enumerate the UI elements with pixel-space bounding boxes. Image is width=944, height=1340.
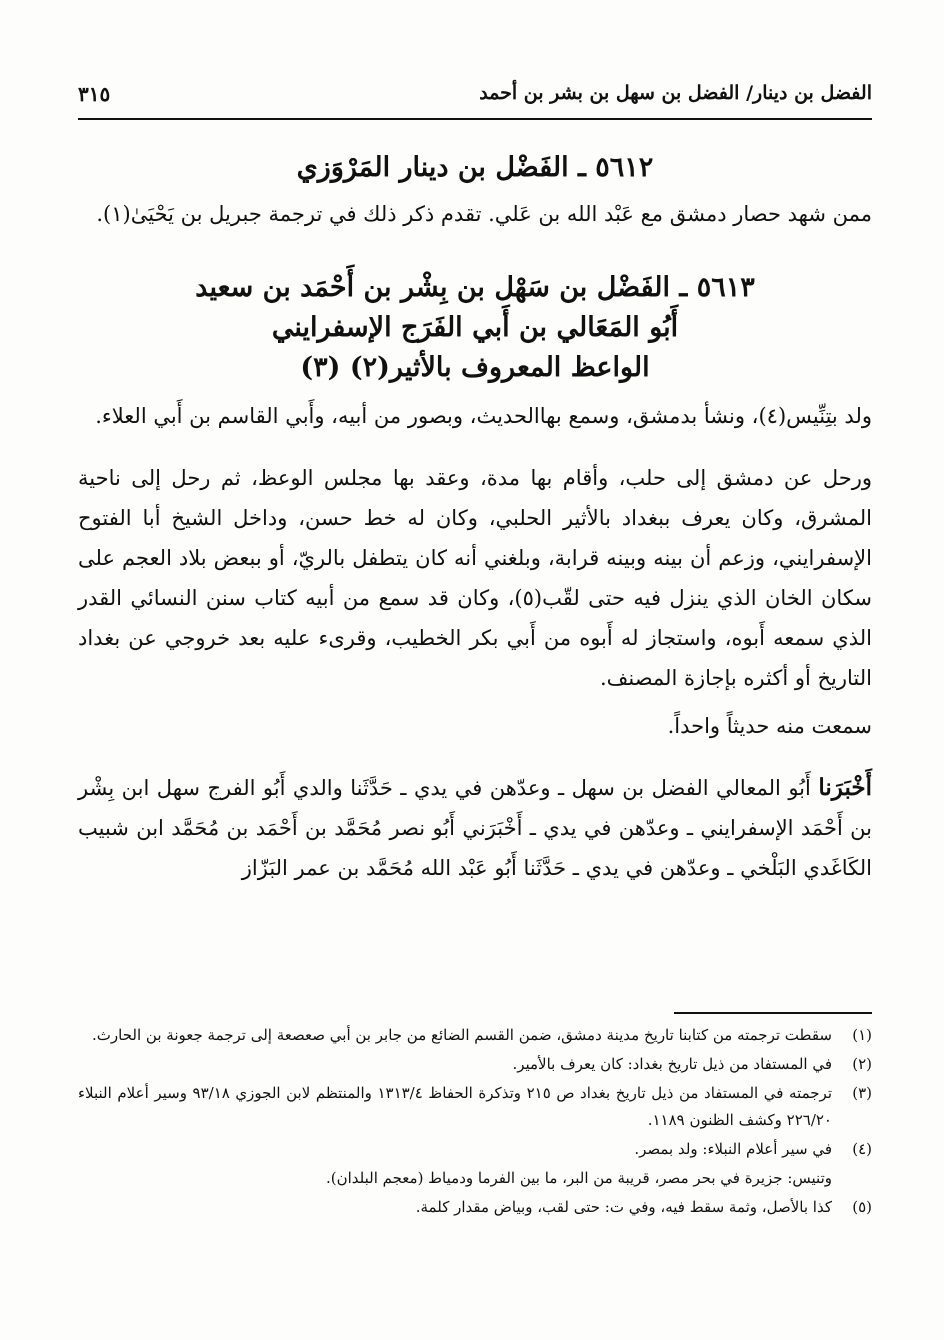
isnad-lead: أَخْبَرَنا	[818, 774, 872, 801]
main-text	[78, 148, 872, 888]
footnote-number: (٤)	[852, 1140, 872, 1158]
footnote-text: كذا بالأصل، وثمة سقط فيه، وفي ت: حتى لقب، وبياض مقدار كلمة.	[415, 1198, 832, 1216]
footnotes	[78, 1022, 872, 1223]
footnote	[78, 1194, 872, 1221]
footnote	[78, 1136, 872, 1163]
isnad-paragraph	[78, 768, 872, 888]
running-title: الفضل بن دينار/ الفضل بن سهل بن بشر بن أحمد	[479, 82, 872, 104]
footnote-text: ترجمته في المستفاد من ذيل تاريخ بغداد ص ٢١٥ وتذكرة الحفاظ ١٣١٣/٤ والمنتظم لابن الجوزي ٩٣/١٨ وسير أعلام النبلاء ٢٢٦/٢٠ وكشف الظنون ١١٨٩.	[78, 1084, 833, 1129]
footnote-number	[832, 1165, 872, 1192]
entry-5612-text: ممن شهد حصار دمشق مع عَبْد الله بن عَلي. تقدم ذكر ذلك في ترجمة جبريل بن يَحْيَىٰ(١).	[96, 202, 872, 226]
running-header	[78, 78, 872, 120]
footnote-number: (١)	[852, 1026, 872, 1044]
footnote-number: (٥)	[852, 1198, 872, 1216]
entry-5613-heading-line3: الواعظ المعروف بالأثير(٢) (٣)	[300, 352, 650, 383]
entry-5613-heading-line1: ٥٦١٣ ـ الفَضْل بن سَهْل بن بِشْر بن أَحْمَد بن سعيد	[195, 272, 755, 303]
isnad-text: أَبُو المعالي الفضل بن سهل ـ وعدّهن في يدي ـ حَدَّثَنا والدي أَبُو الفرج سهل ابن بِشْر بن أَحْمَد الإسفرايني ـ وعدّهن في يدي ـ أَخْبَرَني أَبُو نصر مُحَمَّد بن أَحْمَد بن مُحَمَّد ابن شبيب الكَاغَدي البَلْخي ـ وعدّهن في يدي ـ حَدَّثَنا أَبُو عَبْد الله مُحَمَّد بن عمر البَزّاز	[78, 776, 872, 880]
footnote	[78, 1022, 872, 1049]
entry-5613-heading-line2: أَبُو المَعَالي بن أَبي الفَرَج الإسفرايني	[271, 312, 679, 343]
footnote-text: سقطت ترجمته من كتابنا تاريخ مدينة دمشق، ضمن القسم الضائع من جابر بن أبي صعصعة إلى ترجمة جعونة بن الحارث.	[92, 1026, 832, 1044]
footnote	[78, 1165, 872, 1192]
footnote-text: في المستفاد من ذيل تاريخ بغداد: كان يعرف بالأمير.	[512, 1055, 832, 1073]
footnote-number: (٣)	[852, 1084, 872, 1102]
entry-5612-heading: ٥٦١٢ ـ الفَضْل بن دينار المَرْوَزي	[296, 152, 654, 183]
footnote-text: وتنيس: جزيرة في بحر مصر، قريبة من البر، ما بين الفرما ودمياط (معجم البلدان).	[325, 1169, 832, 1187]
paragraph-birth: ولد بتِنِّيس(٤)، ونشأ بدمشق، وسمع بهاالحديث، وبصور من أبيه، وأَبي القاسم بن أَبي العلاء.	[95, 404, 872, 428]
paragraph-heard: سمعت منه حديثاً واحداً.	[667, 714, 872, 738]
page-number: ٣١٥	[78, 82, 111, 106]
footnote	[78, 1051, 872, 1078]
footnote-number: (٢)	[852, 1055, 872, 1073]
paragraph-travels: ورحل عن دمشق إلى حلب، وأقام بها مدة، وعقد بها مجلس الوعظ، ثم رحل إلى ناحية المشرق، وكان يعرف ببغداد بالأثير الحلبي، وكان له خط حسن، وداخل الشيخ أبا الفتوح الإسفرايني، وزعم أن بينه وبينه قرابة، وبلغني أنه كان يتطفل بالريّ، أو ببعض بلاد العجم على سكان الخان الذي ينزل فيه حتى لقّب(٥)، وكان قد سمع من أبيه كتاب سنن النسائي القدر الذي سمعه أَبوه، واستجاز له أَبوه من أَبي بكر الخطيب، وقرىء عليه بعد خروجي عن بغداد التاريخ أو أكثره بإجازة المصنف.	[78, 466, 873, 690]
footnote-text: في سير أعلام النبلاء: ولد بمصر.	[634, 1140, 832, 1158]
footnote-divider	[674, 1012, 872, 1014]
footnote	[78, 1080, 872, 1134]
